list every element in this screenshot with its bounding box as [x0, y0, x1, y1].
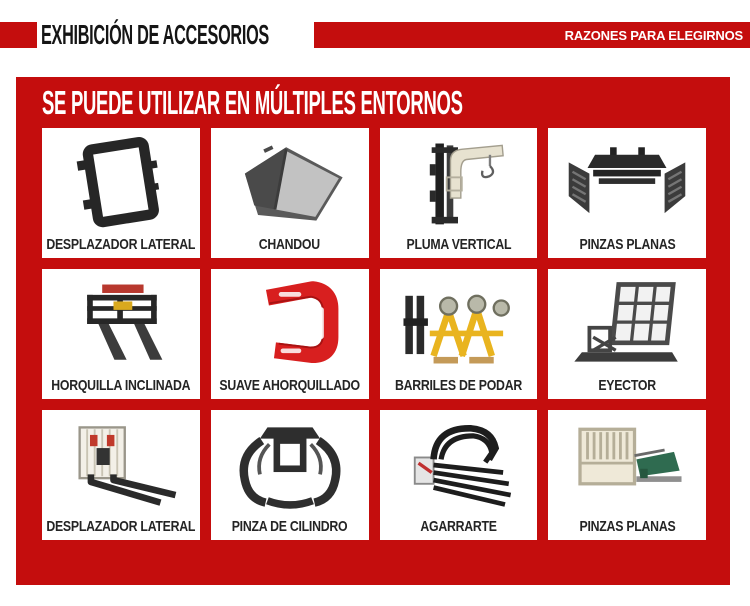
- product-label: SUAVE AHORQUILLADO: [219, 376, 360, 394]
- product-label: BARRILES DE PODAR: [394, 376, 522, 394]
- cylinder-clamp-icon: [213, 413, 367, 516]
- product-label: DESPLAZADOR LATERAL: [46, 517, 196, 535]
- product-card: [211, 269, 369, 399]
- product-card: [380, 128, 538, 258]
- header-title: EXHIBICIÓN DE ACCESORIOS: [41, 19, 269, 50]
- panel-title: SE PUEDE UTILIZAR EN MÚLTIPLES ENTORNOS: [42, 84, 463, 121]
- accessories-panel: [16, 77, 730, 585]
- product-label: DESPLAZADOR LATERAL: [46, 235, 196, 253]
- product-card: [42, 128, 200, 258]
- product-card: [548, 128, 706, 258]
- product-grid: [42, 128, 706, 540]
- product-label: CHANDOU: [259, 235, 321, 253]
- product-label: PINZAS PLANAS: [579, 235, 676, 253]
- header-accent-block: [0, 22, 37, 48]
- vertical-jib-crane-icon: [382, 131, 536, 234]
- product-label: EYECTOR: [598, 376, 656, 394]
- header-tagline: RAZONES PARA ELEGIRNOS: [564, 27, 743, 43]
- product-card: [42, 269, 200, 399]
- ejector-frame-icon: [550, 272, 704, 375]
- flat-clamp-icon: [550, 131, 704, 234]
- product-label: PINZA DE CILINDRO: [231, 517, 348, 535]
- product-card: [211, 410, 369, 540]
- header-title-zone: [37, 19, 314, 50]
- product-card: [548, 410, 706, 540]
- product-label: AGARRARTE: [420, 517, 497, 535]
- product-card: [380, 410, 538, 540]
- fork-positioner-icon: [44, 413, 198, 516]
- side-shifter-frame-icon: [44, 131, 198, 234]
- product-label: HORQUILLA INCLINADA: [51, 376, 191, 394]
- bucket-scoop-icon: [213, 131, 367, 234]
- product-label: PLUMA VERTICAL: [405, 235, 511, 253]
- header-red-bar: [314, 22, 750, 48]
- drum-handler-icon: [382, 272, 536, 375]
- red-bale-clamp-icon: [213, 272, 367, 375]
- carton-clamp-icon: [550, 413, 704, 516]
- product-card: [548, 269, 706, 399]
- inclined-fork-icon: [44, 272, 198, 375]
- product-card: [380, 269, 538, 399]
- page-header: [0, 19, 750, 50]
- product-card: [42, 410, 200, 540]
- product-card: [211, 128, 369, 258]
- product-label: PINZAS PLANAS: [579, 517, 676, 535]
- grapple-icon: [382, 413, 536, 516]
